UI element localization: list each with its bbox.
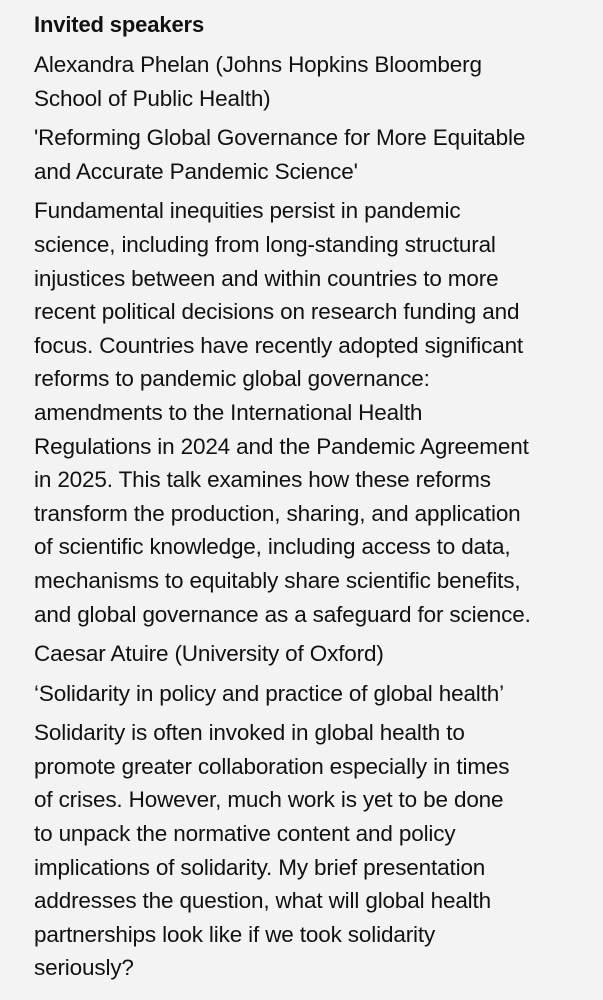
text-line: recent political decisions on research funding and [34,299,520,325]
section-heading: Invited speakers [34,12,205,37]
text-line: seriously? [34,955,134,981]
speaker-2-name [34,637,587,671]
text-line: transform the production, sharing, and application [34,500,521,526]
text-line: in 2025. This talk examines how these reforms [34,467,491,493]
speaker-1-talk-title [34,121,587,188]
text-line: and global governance as a safeguard for science. [34,601,531,627]
text-line: 'Reforming Global Governance for More Equitable [34,125,526,151]
text-line: implications of solidarity. My brief presentation [34,854,486,880]
text-line: of crises. However, much work is yet to be done [34,787,504,813]
speaker-2-abstract [34,716,587,985]
text-line: amendments to the International Health [34,399,423,425]
text-line: mechanisms to equitably share scientific benefits, [34,567,521,593]
text-line: partnerships look like if we took solidarity [34,921,436,947]
text-line: Solidarity is often invoked in global health to [34,720,465,746]
text-line: Alexandra Phelan (Johns Hopkins Bloomberg [34,52,482,77]
text-line: reforms to pandemic global governance: [34,366,430,392]
text-line: School of Public Health) [34,85,271,111]
text-line: addresses the question, what will global health [34,888,491,914]
text-line: injustices between and within countries to more [34,265,499,291]
text-line: and Accurate Pandemic Science' [34,158,358,184]
text-line: focus. Countries have recently adopted significant [34,332,524,358]
text-line: of scientific knowledge, including access to data, [34,534,511,560]
speaker-2-talk-title [34,677,587,711]
text-line: Caesar Atuire (University of Oxford) [34,641,384,667]
text-line: ‘Solidarity in policy and practice of global health’ [34,680,504,706]
text-line: science, including from long-standing structural [34,231,496,257]
text-line: Regulations in 2024 and the Pandemic Agreement [34,433,529,459]
text-line: promote greater collaboration especially in times [34,753,510,779]
speaker-1-abstract [34,194,587,631]
text-line: Fundamental inequities persist in pandemic [34,198,461,224]
text-line: to unpack the normative content and policy [34,821,456,847]
speaker-1-name [34,48,587,115]
